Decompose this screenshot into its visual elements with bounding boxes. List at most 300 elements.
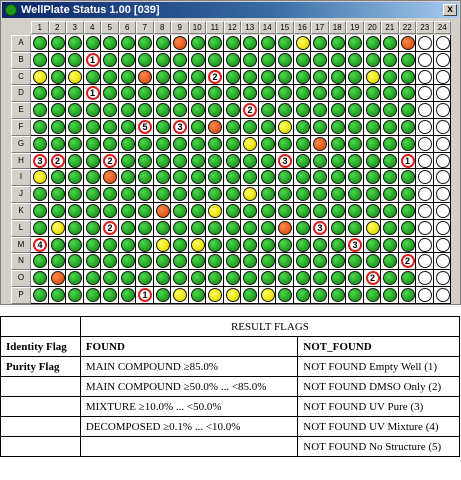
well-cell-H11[interactable] [206, 153, 224, 170]
well-cell-G9[interactable] [171, 136, 189, 153]
well-cell-N23[interactable] [416, 253, 434, 270]
well-cell-P10[interactable] [189, 287, 207, 304]
well-cell-B11[interactable] [206, 52, 224, 69]
well-cell-N11[interactable] [206, 253, 224, 270]
column-header-16[interactable]: 16 [294, 21, 312, 34]
well-cell-A15[interactable] [276, 35, 294, 52]
well-cell-C9[interactable] [171, 69, 189, 86]
well-cell-L13[interactable] [241, 220, 259, 237]
well-cell-H23[interactable] [416, 153, 434, 170]
well-cell-O16[interactable] [294, 270, 312, 287]
well-cell-J9[interactable] [171, 186, 189, 203]
well-cell-E16[interactable] [294, 102, 312, 119]
well-cell-P12[interactable] [224, 287, 242, 304]
well-cell-O9[interactable] [171, 270, 189, 287]
well-cell-F7[interactable] [136, 119, 154, 136]
well-cell-D3[interactable] [66, 85, 84, 102]
well-cell-D20[interactable] [364, 85, 382, 102]
well-cell-N6[interactable] [119, 253, 137, 270]
well-cell-P4[interactable] [84, 287, 102, 304]
well-cell-L4[interactable] [84, 220, 102, 237]
well-cell-K20[interactable] [364, 203, 382, 220]
well-cell-I10[interactable] [189, 169, 207, 186]
well-cell-H14[interactable] [259, 153, 277, 170]
well-cell-N20[interactable] [364, 253, 382, 270]
well-cell-I23[interactable] [416, 169, 434, 186]
well-cell-P14[interactable] [259, 287, 277, 304]
well-cell-E5[interactable] [101, 102, 119, 119]
well-cell-N15[interactable] [276, 253, 294, 270]
column-header-4[interactable]: 4 [84, 21, 102, 34]
well-cell-I11[interactable] [206, 169, 224, 186]
well-cell-N1[interactable] [31, 253, 49, 270]
well-cell-C15[interactable] [276, 69, 294, 86]
column-header-12[interactable]: 12 [224, 21, 242, 34]
well-cell-N16[interactable] [294, 253, 312, 270]
well-cell-H18[interactable] [329, 153, 347, 170]
well-cell-M15[interactable] [276, 237, 294, 254]
well-cell-H13[interactable] [241, 153, 259, 170]
well-cell-E21[interactable] [381, 102, 399, 119]
well-cell-A6[interactable] [119, 35, 137, 52]
well-cell-C19[interactable] [346, 69, 364, 86]
column-header-8[interactable]: 8 [154, 21, 172, 34]
well-cell-J21[interactable] [381, 186, 399, 203]
column-header-18[interactable]: 18 [329, 21, 347, 34]
well-cell-K2[interactable] [49, 203, 67, 220]
well-cell-L22[interactable] [399, 220, 417, 237]
well-cell-F12[interactable] [224, 119, 242, 136]
row-header-G[interactable]: G [11, 136, 31, 153]
well-cell-M1[interactable] [31, 237, 49, 254]
well-cell-L23[interactable] [416, 220, 434, 237]
well-cell-B3[interactable] [66, 52, 84, 69]
well-cell-C7[interactable] [136, 69, 154, 86]
well-cell-E22[interactable] [399, 102, 417, 119]
well-cell-J24[interactable] [434, 186, 452, 203]
well-cell-D23[interactable] [416, 85, 434, 102]
well-cell-N13[interactable] [241, 253, 259, 270]
well-cell-D11[interactable] [206, 85, 224, 102]
well-cell-L15[interactable] [276, 220, 294, 237]
well-cell-M8[interactable] [154, 237, 172, 254]
well-cell-G17[interactable] [311, 136, 329, 153]
well-cell-L9[interactable] [171, 220, 189, 237]
well-cell-P13[interactable] [241, 287, 259, 304]
well-cell-B17[interactable] [311, 52, 329, 69]
column-header-14[interactable]: 14 [259, 21, 277, 34]
well-cell-F8[interactable] [154, 119, 172, 136]
well-cell-P22[interactable] [399, 287, 417, 304]
column-header-24[interactable]: 24 [434, 21, 452, 34]
well-cell-B21[interactable] [381, 52, 399, 69]
well-cell-K22[interactable] [399, 203, 417, 220]
well-cell-A5[interactable] [101, 35, 119, 52]
well-cell-O24[interactable] [434, 270, 452, 287]
well-cell-D19[interactable] [346, 85, 364, 102]
well-cell-E1[interactable] [31, 102, 49, 119]
well-cell-P16[interactable] [294, 287, 312, 304]
well-cell-P8[interactable] [154, 287, 172, 304]
well-cell-L14[interactable] [259, 220, 277, 237]
well-cell-E11[interactable] [206, 102, 224, 119]
well-cell-C6[interactable] [119, 69, 137, 86]
well-cell-K24[interactable] [434, 203, 452, 220]
well-cell-F14[interactable] [259, 119, 277, 136]
column-header-17[interactable]: 17 [311, 21, 329, 34]
well-cell-M20[interactable] [364, 237, 382, 254]
well-cell-B16[interactable] [294, 52, 312, 69]
well-cell-H22[interactable] [399, 153, 417, 170]
well-cell-G7[interactable] [136, 136, 154, 153]
well-cell-I9[interactable] [171, 169, 189, 186]
row-header-F[interactable]: F [11, 119, 31, 136]
well-cell-J4[interactable] [84, 186, 102, 203]
well-cell-P23[interactable] [416, 287, 434, 304]
well-cell-I18[interactable] [329, 169, 347, 186]
well-cell-B4[interactable] [84, 52, 102, 69]
well-cell-O3[interactable] [66, 270, 84, 287]
well-cell-H7[interactable] [136, 153, 154, 170]
well-cell-F15[interactable] [276, 119, 294, 136]
well-cell-B19[interactable] [346, 52, 364, 69]
well-cell-G21[interactable] [381, 136, 399, 153]
well-cell-P15[interactable] [276, 287, 294, 304]
well-cell-I7[interactable] [136, 169, 154, 186]
row-header-B[interactable]: B [11, 52, 31, 69]
well-cell-I13[interactable] [241, 169, 259, 186]
well-cell-J16[interactable] [294, 186, 312, 203]
well-cell-F23[interactable] [416, 119, 434, 136]
well-cell-L1[interactable] [31, 220, 49, 237]
well-cell-L10[interactable] [189, 220, 207, 237]
well-cell-G11[interactable] [206, 136, 224, 153]
well-cell-C23[interactable] [416, 69, 434, 86]
well-cell-G14[interactable] [259, 136, 277, 153]
well-cell-K5[interactable] [101, 203, 119, 220]
well-cell-A17[interactable] [311, 35, 329, 52]
column-header-11[interactable]: 11 [206, 21, 224, 34]
column-header-10[interactable]: 10 [189, 21, 207, 34]
well-cell-G23[interactable] [416, 136, 434, 153]
well-cell-O17[interactable] [311, 270, 329, 287]
well-cell-P11[interactable] [206, 287, 224, 304]
row-header-A[interactable]: A [11, 35, 31, 52]
well-cell-N14[interactable] [259, 253, 277, 270]
row-header-C[interactable]: C [11, 69, 31, 86]
well-cell-O4[interactable] [84, 270, 102, 287]
well-cell-H17[interactable] [311, 153, 329, 170]
well-cell-B7[interactable] [136, 52, 154, 69]
well-cell-I20[interactable] [364, 169, 382, 186]
column-header-20[interactable]: 20 [364, 21, 382, 34]
well-cell-O19[interactable] [346, 270, 364, 287]
well-cell-D16[interactable] [294, 85, 312, 102]
well-cell-K11[interactable] [206, 203, 224, 220]
well-cell-M18[interactable] [329, 237, 347, 254]
well-cell-I22[interactable] [399, 169, 417, 186]
well-cell-F24[interactable] [434, 119, 452, 136]
well-cell-K17[interactable] [311, 203, 329, 220]
well-cell-O23[interactable] [416, 270, 434, 287]
well-cell-A3[interactable] [66, 35, 84, 52]
well-cell-P1[interactable] [31, 287, 49, 304]
well-cell-E6[interactable] [119, 102, 137, 119]
column-header-22[interactable]: 22 [399, 21, 417, 34]
row-header-L[interactable]: L [11, 220, 31, 237]
well-cell-A14[interactable] [259, 35, 277, 52]
well-cell-F3[interactable] [66, 119, 84, 136]
well-cell-D15[interactable] [276, 85, 294, 102]
well-cell-M9[interactable] [171, 237, 189, 254]
column-header-23[interactable]: 23 [416, 21, 434, 34]
well-cell-H15[interactable] [276, 153, 294, 170]
well-cell-P9[interactable] [171, 287, 189, 304]
well-cell-C14[interactable] [259, 69, 277, 86]
well-cell-N24[interactable] [434, 253, 452, 270]
well-cell-L2[interactable] [49, 220, 67, 237]
well-cell-H3[interactable] [66, 153, 84, 170]
well-cell-A23[interactable] [416, 35, 434, 52]
well-cell-H9[interactable] [171, 153, 189, 170]
well-cell-N4[interactable] [84, 253, 102, 270]
well-cell-A13[interactable] [241, 35, 259, 52]
well-cell-D8[interactable] [154, 85, 172, 102]
row-header-J[interactable]: J [11, 186, 31, 203]
well-cell-M2[interactable] [49, 237, 67, 254]
well-cell-K19[interactable] [346, 203, 364, 220]
well-cell-O7[interactable] [136, 270, 154, 287]
well-cell-C10[interactable] [189, 69, 207, 86]
well-cell-D13[interactable] [241, 85, 259, 102]
well-cell-P2[interactable] [49, 287, 67, 304]
well-cell-C5[interactable] [101, 69, 119, 86]
well-cell-G13[interactable] [241, 136, 259, 153]
well-cell-E19[interactable] [346, 102, 364, 119]
well-cell-O18[interactable] [329, 270, 347, 287]
well-cell-K12[interactable] [224, 203, 242, 220]
well-cell-J7[interactable] [136, 186, 154, 203]
row-header-K[interactable]: K [11, 203, 31, 220]
well-cell-H4[interactable] [84, 153, 102, 170]
well-cell-G10[interactable] [189, 136, 207, 153]
well-cell-N19[interactable] [346, 253, 364, 270]
well-cell-M7[interactable] [136, 237, 154, 254]
well-cell-I12[interactable] [224, 169, 242, 186]
well-cell-D4[interactable] [84, 85, 102, 102]
row-header-N[interactable]: N [11, 253, 31, 270]
well-cell-M13[interactable] [241, 237, 259, 254]
well-cell-C17[interactable] [311, 69, 329, 86]
column-header-1[interactable]: 1 [31, 21, 49, 34]
well-cell-E9[interactable] [171, 102, 189, 119]
well-cell-I6[interactable] [119, 169, 137, 186]
well-cell-O13[interactable] [241, 270, 259, 287]
well-cell-C21[interactable] [381, 69, 399, 86]
well-cell-L11[interactable] [206, 220, 224, 237]
well-cell-G1[interactable] [31, 136, 49, 153]
well-cell-D6[interactable] [119, 85, 137, 102]
well-cell-E2[interactable] [49, 102, 67, 119]
well-cell-C11[interactable] [206, 69, 224, 86]
well-cell-M14[interactable] [259, 237, 277, 254]
well-cell-L21[interactable] [381, 220, 399, 237]
well-cell-H21[interactable] [381, 153, 399, 170]
well-cell-M16[interactable] [294, 237, 312, 254]
well-cell-A1[interactable] [31, 35, 49, 52]
well-cell-P7[interactable] [136, 287, 154, 304]
well-cell-J11[interactable] [206, 186, 224, 203]
well-cell-J18[interactable] [329, 186, 347, 203]
well-cell-N8[interactable] [154, 253, 172, 270]
column-header-6[interactable]: 6 [119, 21, 137, 34]
well-cell-C4[interactable] [84, 69, 102, 86]
well-cell-L3[interactable] [66, 220, 84, 237]
well-cell-M19[interactable] [346, 237, 364, 254]
column-header-2[interactable]: 2 [49, 21, 67, 34]
well-cell-A11[interactable] [206, 35, 224, 52]
well-cell-B8[interactable] [154, 52, 172, 69]
well-cell-H12[interactable] [224, 153, 242, 170]
well-cell-B2[interactable] [49, 52, 67, 69]
well-cell-A18[interactable] [329, 35, 347, 52]
well-cell-N2[interactable] [49, 253, 67, 270]
well-cell-H5[interactable] [101, 153, 119, 170]
well-cell-A21[interactable] [381, 35, 399, 52]
well-cell-A7[interactable] [136, 35, 154, 52]
well-cell-P17[interactable] [311, 287, 329, 304]
well-cell-J12[interactable] [224, 186, 242, 203]
well-cell-I21[interactable] [381, 169, 399, 186]
well-cell-F22[interactable] [399, 119, 417, 136]
well-cell-O22[interactable] [399, 270, 417, 287]
well-cell-M11[interactable] [206, 237, 224, 254]
well-cell-J1[interactable] [31, 186, 49, 203]
well-cell-A16[interactable] [294, 35, 312, 52]
row-header-P[interactable]: P [11, 287, 31, 304]
well-cell-A19[interactable] [346, 35, 364, 52]
well-cell-L5[interactable] [101, 220, 119, 237]
well-cell-M12[interactable] [224, 237, 242, 254]
well-cell-B14[interactable] [259, 52, 277, 69]
well-cell-F17[interactable] [311, 119, 329, 136]
well-cell-P5[interactable] [101, 287, 119, 304]
well-cell-P6[interactable] [119, 287, 137, 304]
well-cell-C18[interactable] [329, 69, 347, 86]
well-cell-F4[interactable] [84, 119, 102, 136]
well-cell-C22[interactable] [399, 69, 417, 86]
well-cell-J8[interactable] [154, 186, 172, 203]
well-cell-I1[interactable] [31, 169, 49, 186]
well-cell-H1[interactable] [31, 153, 49, 170]
well-cell-K3[interactable] [66, 203, 84, 220]
well-cell-K23[interactable] [416, 203, 434, 220]
well-cell-N12[interactable] [224, 253, 242, 270]
column-header-21[interactable]: 21 [381, 21, 399, 34]
well-cell-C8[interactable] [154, 69, 172, 86]
well-cell-B1[interactable] [31, 52, 49, 69]
well-cell-N21[interactable] [381, 253, 399, 270]
well-cell-B13[interactable] [241, 52, 259, 69]
well-cell-I15[interactable] [276, 169, 294, 186]
well-cell-J10[interactable] [189, 186, 207, 203]
well-cell-E4[interactable] [84, 102, 102, 119]
well-cell-A12[interactable] [224, 35, 242, 52]
well-cell-F16[interactable] [294, 119, 312, 136]
row-header-E[interactable]: E [11, 102, 31, 119]
well-cell-N10[interactable] [189, 253, 207, 270]
well-cell-L8[interactable] [154, 220, 172, 237]
well-cell-M22[interactable] [399, 237, 417, 254]
column-header-19[interactable]: 19 [346, 21, 364, 34]
well-cell-D17[interactable] [311, 85, 329, 102]
well-cell-G18[interactable] [329, 136, 347, 153]
well-cell-B22[interactable] [399, 52, 417, 69]
row-header-O[interactable]: O [11, 270, 31, 287]
row-header-I[interactable]: I [11, 169, 31, 186]
well-cell-B5[interactable] [101, 52, 119, 69]
well-cell-O2[interactable] [49, 270, 67, 287]
well-cell-H8[interactable] [154, 153, 172, 170]
well-cell-N7[interactable] [136, 253, 154, 270]
well-cell-K9[interactable] [171, 203, 189, 220]
row-header-D[interactable]: D [11, 85, 31, 102]
well-cell-N22[interactable] [399, 253, 417, 270]
well-cell-D1[interactable] [31, 85, 49, 102]
well-cell-B10[interactable] [189, 52, 207, 69]
well-cell-M5[interactable] [101, 237, 119, 254]
well-cell-B20[interactable] [364, 52, 382, 69]
well-cell-A24[interactable] [434, 35, 452, 52]
well-cell-I24[interactable] [434, 169, 452, 186]
well-cell-E23[interactable] [416, 102, 434, 119]
well-cell-O12[interactable] [224, 270, 242, 287]
well-cell-A20[interactable] [364, 35, 382, 52]
well-cell-F6[interactable] [119, 119, 137, 136]
well-cell-L19[interactable] [346, 220, 364, 237]
well-cell-F2[interactable] [49, 119, 67, 136]
well-cell-P20[interactable] [364, 287, 382, 304]
well-cell-I17[interactable] [311, 169, 329, 186]
well-cell-H24[interactable] [434, 153, 452, 170]
well-cell-O11[interactable] [206, 270, 224, 287]
well-cell-G20[interactable] [364, 136, 382, 153]
well-cell-H10[interactable] [189, 153, 207, 170]
well-cell-I14[interactable] [259, 169, 277, 186]
well-cell-B24[interactable] [434, 52, 452, 69]
well-cell-O21[interactable] [381, 270, 399, 287]
column-header-9[interactable]: 9 [171, 21, 189, 34]
well-cell-J3[interactable] [66, 186, 84, 203]
well-cell-I8[interactable] [154, 169, 172, 186]
well-cell-A9[interactable] [171, 35, 189, 52]
well-cell-O8[interactable] [154, 270, 172, 287]
well-cell-N18[interactable] [329, 253, 347, 270]
column-header-5[interactable]: 5 [101, 21, 119, 34]
well-cell-E20[interactable] [364, 102, 382, 119]
well-cell-J13[interactable] [241, 186, 259, 203]
well-cell-J22[interactable] [399, 186, 417, 203]
well-cell-J5[interactable] [101, 186, 119, 203]
well-cell-C12[interactable] [224, 69, 242, 86]
title-bar[interactable] [2, 2, 459, 18]
well-cell-M6[interactable] [119, 237, 137, 254]
well-cell-L12[interactable] [224, 220, 242, 237]
well-cell-C20[interactable] [364, 69, 382, 86]
well-cell-A22[interactable] [399, 35, 417, 52]
well-cell-A2[interactable] [49, 35, 67, 52]
well-cell-L20[interactable] [364, 220, 382, 237]
